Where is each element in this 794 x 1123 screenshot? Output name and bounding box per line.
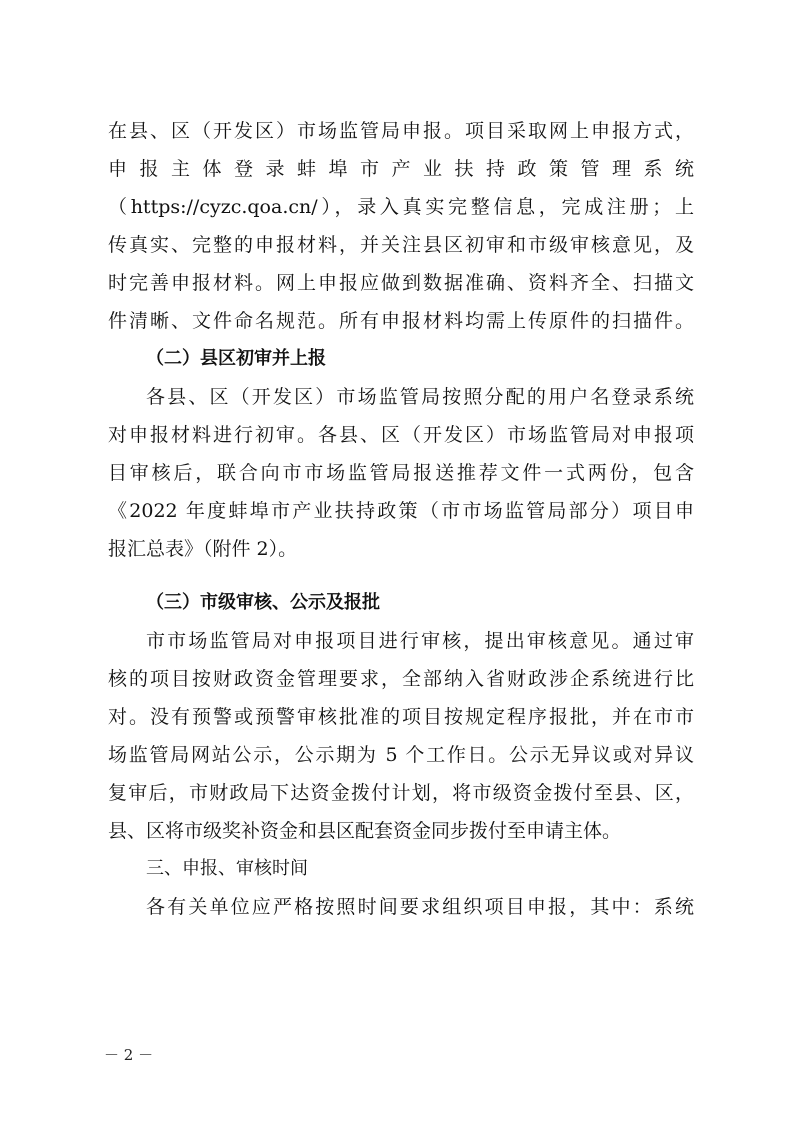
- page-number: － 2 －: [104, 1046, 154, 1064]
- section-heading-county-review: （二）县区初审并上报: [146, 348, 326, 369]
- body-line: 时完善申报材料。网上申报应做到数据准确、资料齐全、扫描文: [108, 272, 694, 294]
- body-line: 场监管局网站公示，公示期为 5 个工作日。公示无异议或对异议: [108, 744, 694, 766]
- document-page: [108, 112, 694, 926]
- body-line: 对。没有预警或预警审核批准的项目按规定程序报批，并在市市: [108, 706, 694, 728]
- body-line: 在县、区（开发区）市场监管局申报。项目采取网上申报方式，: [108, 120, 694, 142]
- body-line: 各有关单位应严格按照时间要求组织项目申报，其中：系统: [146, 896, 694, 918]
- body-line: 《2022 年度蚌埠市产业扶持政策（市市场监管局部分）项目申: [108, 500, 694, 522]
- body-line: 目审核后，联合向市市场监管局报送推荐文件一式两份，包含: [108, 462, 694, 484]
- body-line: 申报主体登录蚌埠市产业扶持政策管理系统: [108, 158, 694, 180]
- body-line: 对申报材料进行初审。各县、区（开发区）市场监管局对申报项: [108, 424, 694, 446]
- body-line: 传真实、完整的申报材料，并关注县区初审和市级审核意见，及: [108, 234, 694, 256]
- body-line: （https://cyzc.qoa.cn/），录入真实完整信息，完成注册；上: [108, 196, 694, 218]
- body-line: 核的项目按财政资金管理要求，全部纳入省财政涉企系统进行比: [108, 668, 694, 690]
- body-line: 复审后，市财政局下达资金拨付计划，将市级资金拨付至县、区，: [108, 782, 694, 804]
- city-review-paragraph: [108, 622, 694, 850]
- body-line: 县、区将市级奖补资金和县区配套资金同步拨付至申请主体。: [108, 820, 622, 842]
- body-line: 件清晰、文件命名规范。所有申报材料均需上传原件的扫描件。: [108, 310, 694, 332]
- body-line: 市市场监管局对申报项目进行审核，提出审核意见。通过审: [146, 630, 694, 652]
- section-heading-city-review: （三）市级审核、公示及报批: [146, 592, 380, 613]
- intro-paragraph: [108, 112, 694, 340]
- body-line: 报汇总表》（附件 2）。: [108, 538, 298, 560]
- county-review-paragraph: [108, 378, 694, 568]
- timeline-paragraph: [108, 888, 694, 926]
- body-line: 各县、区（开发区）市场监管局按照分配的用户名登录系统: [146, 386, 694, 408]
- section-heading-timeline: 三、申报、审核时间: [146, 858, 308, 879]
